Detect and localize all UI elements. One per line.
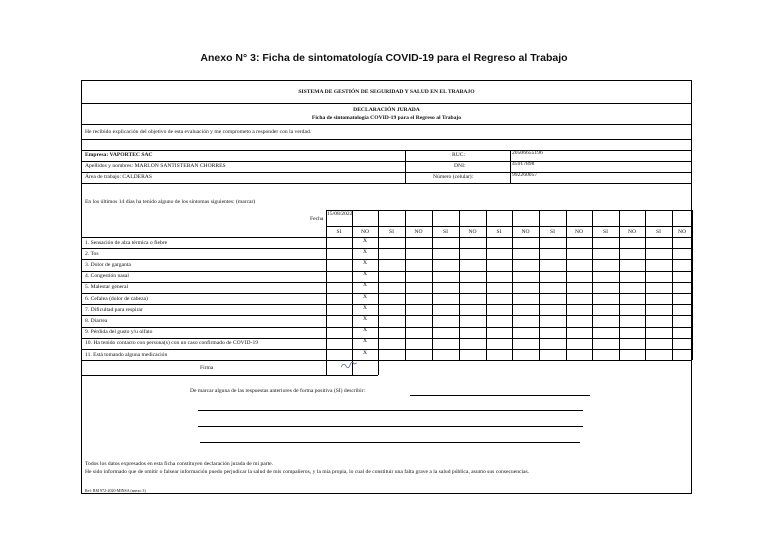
symptom-label: 1. Sensación de alza térmica o fiebre [85, 239, 168, 246]
form-frame [81, 80, 692, 494]
symptom-no-mark: X [362, 237, 368, 244]
declaration-title: DECLARACIÓN JURADA [353, 107, 420, 113]
col-si-header: SI [389, 229, 394, 235]
symptom-no-mark: X [362, 327, 368, 334]
symptom-label: 11. Está tomando alguna medicación [85, 351, 168, 358]
col-no-header: NO [468, 229, 477, 235]
symptom-no-mark: X [362, 315, 368, 322]
col-si-header: SI [656, 229, 661, 235]
col-si-header: SI [443, 229, 448, 235]
symptoms-intro: En los últimos 14 días ha tenido alguno de los síntomas siguientes: (marcar) [85, 199, 256, 205]
symptom-label: 7. Dificultad para respirar [85, 306, 143, 313]
symptom-no-mark: X [362, 248, 368, 255]
symptom-label: 2. Tos [85, 250, 99, 257]
grid-row-line [81, 304, 692, 305]
signature-mark [340, 360, 358, 370]
symptom-no-mark: X [362, 293, 368, 300]
symptom-label: 8. Diarrea [85, 317, 108, 324]
symptom-no-mark: X [362, 304, 368, 311]
symptom-no-mark: X [362, 349, 368, 356]
reference-note: Ref: RM 972-2020-MINSA (anexo 3) [85, 488, 146, 493]
apellidos-nombres: Apellidos y nombres: MARLON SANTISTEBAN CHORRES [85, 163, 226, 169]
footer-line-2: He sido informado que de omitir o falsear información puedo perjudicar la salud de mis compañeros, y la mía propia, lo cual de constituir una falta grave a la salud pública, asumo sus consecuencias. [85, 469, 530, 475]
dni-value: 45917898 [512, 161, 535, 167]
symptom-no-mark: X [362, 338, 368, 345]
col-no-header: NO [360, 229, 370, 235]
col-si-header: SI [550, 229, 555, 235]
area-trabajo: Área de trabajo: CALDERAS [85, 174, 152, 180]
fecha-label: Fecha [310, 216, 324, 222]
firma-label: Firma [200, 365, 214, 371]
fecha-value: 15/08/2022 [327, 211, 353, 217]
col-no-header: NO [414, 229, 423, 235]
symptom-label: 9. Pérdida del gusto y/u olfato [85, 329, 153, 336]
grid-row-line [81, 349, 692, 350]
grid-top-line [326, 210, 692, 211]
page-title: Anexo N° 3: Ficha de sintomatología COVID-19 para el Regreso al Trabajo [200, 52, 568, 64]
ruc-value: 20506655196 [512, 150, 543, 156]
col-no-header: NO [521, 229, 530, 235]
system-header: SISTEMA DE GESTIÓN DE SEGURIDAD Y SALUD EN EL TRABAJO [298, 89, 475, 95]
grid-row-line [81, 360, 692, 361]
col-no-header: NO [627, 229, 637, 235]
symptom-label: 5. Malestar general [85, 284, 129, 291]
symptom-no-mark: X [362, 271, 368, 278]
declaration-subtitle: Ficha de sintomatología COVID-19 para el Regreso al Trabajo [311, 115, 462, 121]
empresa: Empresa: VAPORTEC SAC [85, 152, 153, 158]
symptom-no-mark: X [362, 282, 368, 289]
grid-row-line [81, 271, 692, 272]
symptom-label: 10. Ha tenido contacto con persona(s) con un caso confirmado de COVID-19 [85, 340, 259, 347]
col-si-header: SI [336, 229, 342, 235]
grid-col-line [81, 237, 82, 375]
grid-row-line [81, 293, 692, 294]
grid-row-line [81, 315, 692, 316]
dni-label: DNI: [454, 163, 466, 169]
grid-header-line [326, 226, 692, 227]
symptom-no-mark: X [362, 259, 368, 266]
symptom-label: 3. Dolor de garganta [85, 261, 131, 268]
firma-row-line [81, 375, 378, 376]
col-si-header: SI [496, 229, 502, 235]
footer-line-1: Todos los datos expresados en esta ficha constituyen declaración jurada de mi parte. [85, 461, 274, 467]
grid-col-line [692, 210, 693, 360]
grid-row-line [81, 327, 692, 328]
symptom-label: 4. Congestión nasal [85, 273, 129, 280]
col-no-header: NO [574, 229, 584, 235]
grid-row-line [81, 259, 692, 260]
col-si-header: SI [603, 229, 608, 235]
symptom-label: 6. Cefalea (dolor de cabeza) [85, 295, 148, 302]
grid-row-line [81, 338, 692, 339]
grid-row-line [81, 248, 692, 249]
celular-label: Número (celular): [433, 174, 474, 180]
grid-row-line [81, 282, 692, 283]
grid-row-line [81, 237, 692, 238]
col-no-header: NO [677, 229, 687, 235]
describe-instruction: De marcar alguna de las respuestas anteriores de forma positiva (SI) describir: [190, 388, 366, 394]
celular-value: 992260057 [512, 172, 538, 178]
received-explanation: He recibido explicación del objetivo de esta evaluación y me comprometo a responder con la verdad. [85, 129, 312, 135]
ruc-label: RUC: [452, 152, 466, 158]
